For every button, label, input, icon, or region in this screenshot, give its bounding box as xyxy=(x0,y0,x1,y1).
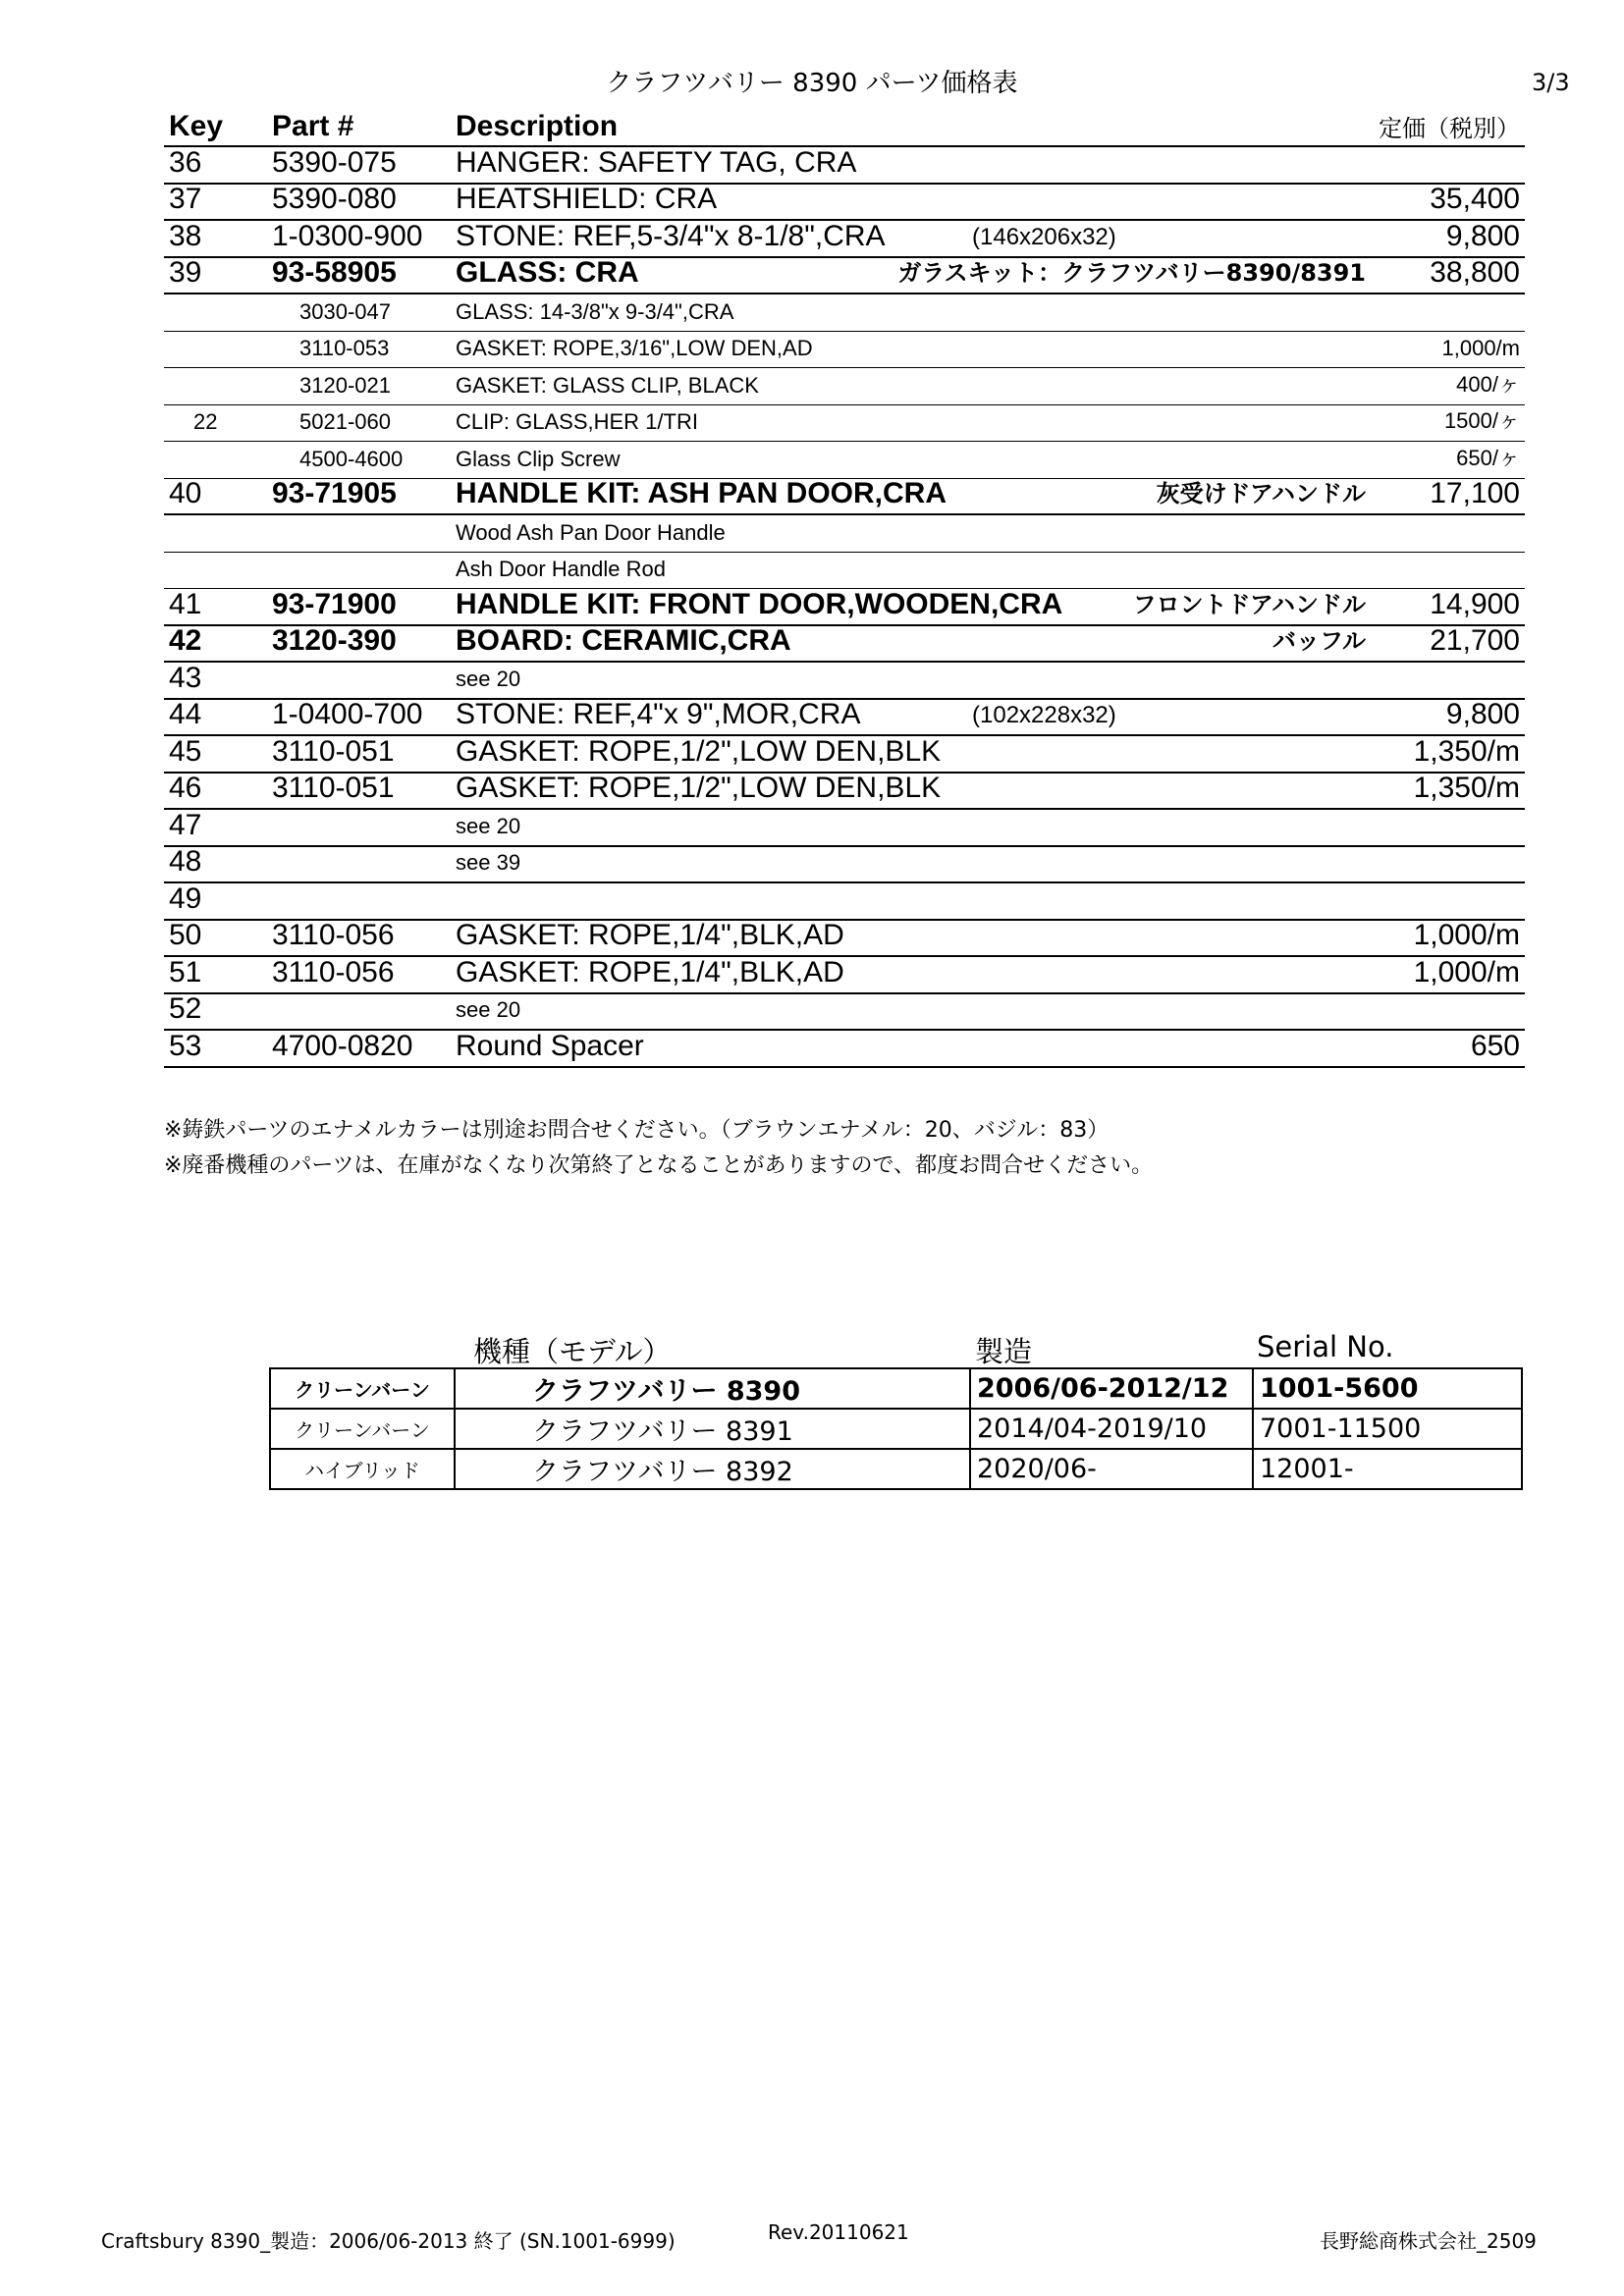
row-japanese-name: ガラスキット：クラフツバリー8390/8391 xyxy=(897,259,1366,287)
model-serial: 1001-5600 xyxy=(1253,1368,1522,1409)
row-part: 4700-0820 xyxy=(272,1029,413,1062)
row-description: HANDLE KIT: ASH PAN DOOR,CRA xyxy=(456,477,947,509)
table-row xyxy=(164,479,1525,516)
row-description: HEATSHIELD: CRA xyxy=(456,183,718,215)
table-row xyxy=(164,774,1525,811)
row-part: 3030-047 xyxy=(299,298,391,324)
table-row xyxy=(164,994,1525,1032)
model-name: クラフツバリー 8392 xyxy=(455,1449,970,1489)
header-key: Key xyxy=(169,110,224,142)
row-key: 45 xyxy=(169,734,202,768)
table-row xyxy=(164,957,1525,994)
row-description: Wood Ash Pan Door Handle xyxy=(456,519,726,545)
row-key: 36 xyxy=(169,145,202,179)
model-type: ハイブリッド xyxy=(270,1449,455,1489)
footer-left: Craftsbury 8390_製造：2006/06-2013 終了 (SN.1001-6999) xyxy=(101,2229,676,2253)
row-part: 3120-390 xyxy=(272,624,397,657)
row-description: see 20 xyxy=(456,997,521,1022)
header-part: Part # xyxy=(272,110,354,142)
row-part: 3110-051 xyxy=(272,734,395,768)
row-key: 52 xyxy=(169,992,202,1025)
page-number: 3/3 xyxy=(1532,69,1570,96)
row-description: GASKET: ROPE,1/2",LOW DEN,BLK xyxy=(456,772,942,804)
row-key: 44 xyxy=(169,698,202,730)
row-part: 1-0300-900 xyxy=(272,219,423,252)
table-row xyxy=(164,332,1525,369)
row-price: 650 xyxy=(1470,1029,1520,1062)
page-title: クラフツバリー 8390 パーツ価格表 xyxy=(606,69,1018,98)
row-price: 1,000/m xyxy=(1413,919,1520,951)
row-key: 47 xyxy=(169,808,202,841)
table-row xyxy=(164,405,1525,443)
row-part: 93-71900 xyxy=(272,587,397,620)
row-key: 42 xyxy=(169,624,202,657)
table-row xyxy=(164,810,1525,847)
row-price: 650/ヶ xyxy=(1456,445,1520,470)
row-description: BOARD: CERAMIC,CRA xyxy=(456,624,791,657)
table-row xyxy=(164,368,1525,405)
row-dimensions: (102x228x32) xyxy=(972,702,1116,728)
footer-company: 長野総商株式会社_2509 xyxy=(1320,2229,1537,2253)
parts-table xyxy=(164,111,1525,1068)
row-key: 37 xyxy=(169,183,202,215)
row-description: CLIP: GLASS,HER 1/TRI xyxy=(456,409,698,434)
table-row xyxy=(164,553,1525,590)
row-price: 9,800 xyxy=(1445,219,1520,252)
row-key: 51 xyxy=(169,955,202,988)
model-type: クリーンバーン xyxy=(270,1409,455,1449)
row-description: GASKET: ROPE,1/4",BLK,AD xyxy=(456,919,844,951)
row-price: 1500/ヶ xyxy=(1443,408,1520,433)
table-row xyxy=(164,258,1525,295)
row-price: 14,900 xyxy=(1430,587,1520,620)
table-row xyxy=(164,147,1525,185)
row-description: HANDLE KIT: FRONT DOOR,WOODEN,CRA xyxy=(456,587,1063,620)
row-key: 39 xyxy=(169,256,202,289)
row-description: see 20 xyxy=(456,813,521,838)
table-row xyxy=(164,847,1525,884)
table-row xyxy=(164,700,1525,737)
row-key: 50 xyxy=(169,919,202,951)
row-description: see 20 xyxy=(456,666,521,691)
row-description: GLASS: 14-3/8"x 9-3/4",CRA xyxy=(456,298,734,324)
model-serial: 12001- xyxy=(1253,1449,1522,1489)
row-price: 9,800 xyxy=(1445,698,1520,730)
row-description: Ash Door Handle Rod xyxy=(456,557,667,581)
row-key: 40 xyxy=(169,477,202,509)
row-price: 21,700 xyxy=(1430,624,1520,657)
row-price: 400/ヶ xyxy=(1456,371,1520,397)
row-dimensions: (146x206x32) xyxy=(972,223,1116,250)
row-part: 3110-053 xyxy=(299,336,390,360)
row-description: GASKET: GLASS CLIP, BLACK xyxy=(456,372,759,398)
footer-revision: Rev.20110621 xyxy=(768,2220,909,2244)
row-price: 35,400 xyxy=(1430,183,1520,215)
row-japanese-name: バッフル xyxy=(1272,627,1366,655)
model-table xyxy=(269,1367,1523,1490)
row-part: 3110-056 xyxy=(272,955,395,988)
header-description: Description xyxy=(456,110,619,142)
row-description: GASKET: ROPE,3/16",LOW DEN,AD xyxy=(456,336,813,360)
row-part: 93-58905 xyxy=(272,256,397,289)
row-description: Round Spacer xyxy=(456,1029,644,1062)
row-description: GASKET: ROPE,1/2",LOW DEN,BLK xyxy=(456,734,942,768)
row-description: Glass Clip Screw xyxy=(456,446,621,471)
row-part: 93-71905 xyxy=(272,477,397,509)
header-price: 定価（税別） xyxy=(1379,115,1520,142)
model-row xyxy=(270,1368,1522,1409)
table-row xyxy=(164,442,1525,479)
model-name: クラフツバリー 8391 xyxy=(455,1409,970,1449)
table-row xyxy=(164,921,1525,958)
note-discontinued: ※廃番機種のパーツは、在庫がなくなり次第終了となることがありますので、都度お問合せください。 xyxy=(164,1153,1154,1178)
row-part: 5021-060 xyxy=(299,409,391,434)
row-part: 3110-051 xyxy=(272,772,395,804)
model-heading: 機種（モデル） xyxy=(473,1335,672,1368)
model-manufacture: 2020/06- xyxy=(970,1449,1253,1489)
row-part: 5390-075 xyxy=(272,145,397,179)
model-manufacture: 2006/06-2012/12 xyxy=(970,1368,1253,1409)
row-price: 1,350/m xyxy=(1413,734,1520,768)
table-row xyxy=(164,626,1525,664)
table-row xyxy=(164,736,1525,774)
row-key: 41 xyxy=(169,587,202,620)
manufacture-heading: 製造 xyxy=(975,1335,1033,1368)
row-price: 17,100 xyxy=(1430,477,1520,509)
table-row xyxy=(164,589,1525,626)
row-part: 3120-021 xyxy=(299,372,391,398)
row-price: 1,000/m xyxy=(1441,336,1520,360)
row-part: 5390-080 xyxy=(272,183,397,215)
row-japanese-name: フロントドアハンドル xyxy=(1132,590,1366,618)
model-serial: 7001-11500 xyxy=(1253,1409,1522,1449)
note-enamel: ※鋳鉄パーツのエナメルカラーは別途お問合せください。（ブラウンエナメル：20、バジル：83） xyxy=(164,1118,1110,1143)
model-name: クラフツバリー 8390 xyxy=(455,1368,970,1409)
model-row xyxy=(270,1449,1522,1489)
row-description: GLASS: CRA xyxy=(456,256,639,289)
row-description: GASKET: ROPE,1/4",BLK,AD xyxy=(456,955,844,988)
row-part: 4500-4600 xyxy=(299,446,404,471)
row-description: STONE: REF,5-3/4"x 8-1/8",CRA xyxy=(456,219,886,252)
serial-heading: Serial No. xyxy=(1257,1330,1394,1363)
row-description: STONE: REF,4"x 9",MOR,CRA xyxy=(456,698,861,730)
model-manufacture: 2014/04-2019/10 xyxy=(970,1409,1253,1449)
row-price: 1,350/m xyxy=(1413,772,1520,804)
row-key: 43 xyxy=(169,661,202,694)
model-row xyxy=(270,1409,1522,1449)
row-part: 3110-056 xyxy=(272,919,395,951)
table-row xyxy=(164,294,1525,332)
table-row xyxy=(164,221,1525,258)
row-key: 46 xyxy=(169,772,202,804)
row-price: 38,800 xyxy=(1430,256,1520,289)
table-row xyxy=(164,1031,1525,1068)
table-row xyxy=(164,883,1525,921)
table-header xyxy=(164,111,1525,147)
row-japanese-name: 灰受けドアハンドル xyxy=(1156,480,1366,507)
row-price: 1,000/m xyxy=(1413,955,1520,988)
row-key: 48 xyxy=(169,845,202,878)
table-row xyxy=(164,185,1525,222)
row-description: see 39 xyxy=(456,850,521,875)
row-key: 38 xyxy=(169,219,202,252)
notes xyxy=(164,1113,1153,1184)
row-key: 22 xyxy=(193,409,218,434)
table-row xyxy=(164,515,1525,553)
model-type: クリーンバーン xyxy=(270,1368,455,1409)
row-key: 53 xyxy=(169,1029,202,1062)
table-row xyxy=(164,663,1525,700)
row-description: HANGER: SAFETY TAG, CRA xyxy=(456,145,857,179)
row-part: 1-0400-700 xyxy=(272,698,423,730)
row-key: 49 xyxy=(169,881,202,915)
